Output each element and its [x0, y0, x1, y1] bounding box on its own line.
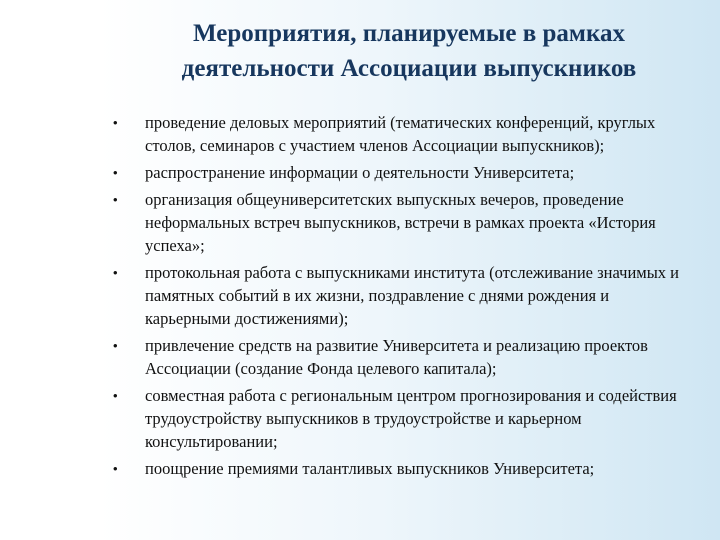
bullet-icon: •	[113, 192, 118, 207]
bullet-icon: •	[113, 388, 118, 403]
bullet-icon: •	[113, 265, 118, 280]
list-item-text: привлечение средств на развитие Университета и реализацию проектов Ассоциации (создание Фонда целевого капитала);	[145, 336, 648, 378]
bullet-icon: •	[113, 338, 118, 353]
list-item	[111, 261, 696, 330]
list-item	[111, 457, 696, 480]
list-item	[111, 111, 696, 157]
title-line-1: Мероприятия, планируемые в рамках	[193, 20, 625, 47]
list-item-text: протокольная работа с выпускниками института (отслеживание значимых и памятных событий в их жизни, поздравление с днями рождения и карьерными достижениями);	[145, 263, 680, 328]
list-item-text: распространение информации о деятельности Университета;	[145, 163, 575, 182]
list-item-text: совместная работа с региональным центром прогнозирования и содействия трудоустройству выпускников в трудоустройстве и карьерном консультировании;	[145, 386, 677, 451]
list-item-text: организация общеуниверситетских выпускных вечеров, проведение неформальных встреч выпускников, встречи в рамках проекта «История успеха»;	[145, 190, 656, 255]
title-line-2: деятельности Ассоциации выпускников	[181, 55, 637, 82]
list-item	[111, 384, 696, 453]
bullet-icon: •	[113, 165, 118, 180]
bullet-icon: •	[113, 461, 118, 476]
slide-title	[104, 16, 714, 86]
bullet-list	[111, 111, 696, 484]
list-item	[111, 188, 696, 257]
list-item-text: проведение деловых мероприятий (тематических конференций, круглых столов, семинаров с участием членов Ассоциации выпускников);	[145, 113, 656, 155]
list-item-text: поощрение премиями талантливых выпускников Университета;	[145, 459, 595, 478]
bullet-icon: •	[113, 115, 118, 130]
list-item	[111, 334, 696, 380]
list-item	[111, 161, 696, 184]
